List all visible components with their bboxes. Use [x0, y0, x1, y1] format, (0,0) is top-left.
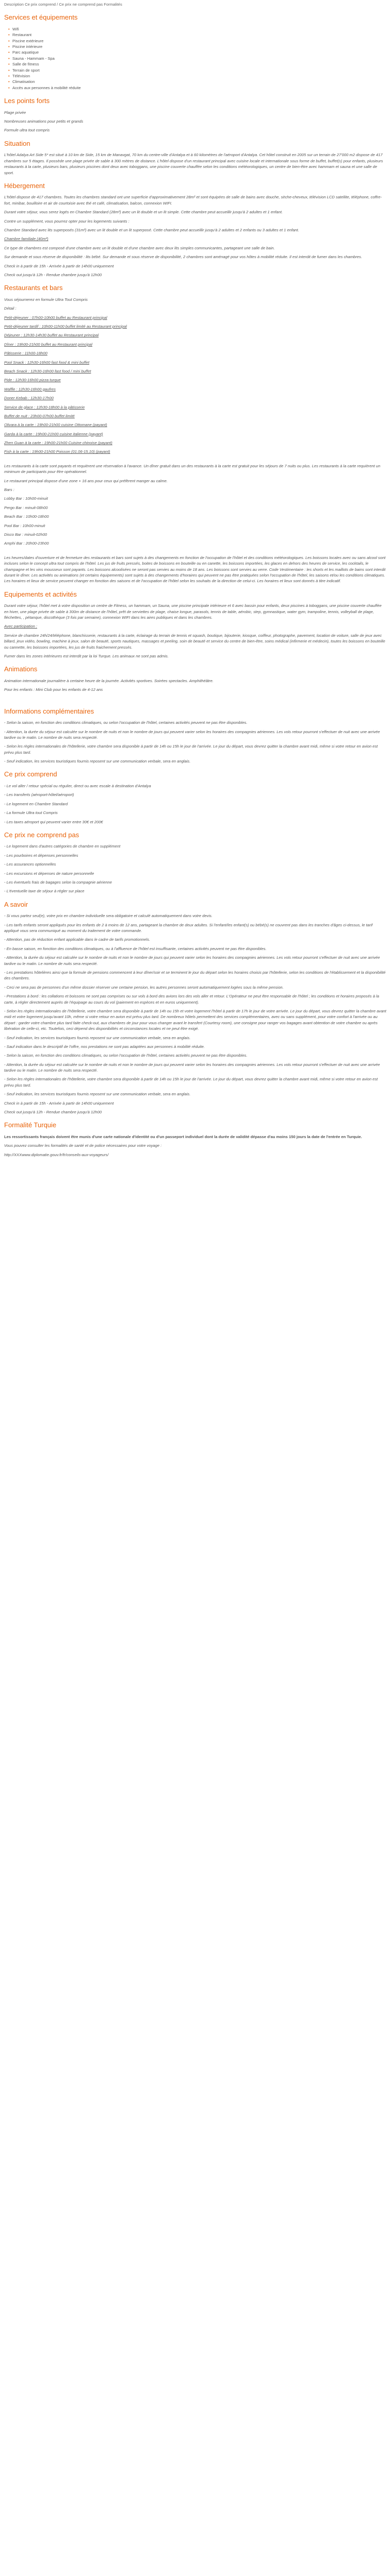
list-item: - Attention, la durée du séjour est calculée sur le nombre de nuits et non le nombre de jours qui peuvent varier selon les horaires des compagnies aériennes. Les vols retour pourront s'effectuer de nuit avec une arrivée tardive ou le matin. Le nombre de nuits sera respecté. [4, 955, 380, 966]
list-item: Fish à la carte : 19h00-21h00 Poisson (01.06-15.10) (payant) [4, 449, 110, 454]
tab-bar[interactable]: Description Ce prix comprend / Ce prix ne comprend pas Formalités [4, 2, 122, 7]
list-item: Dîner : 19h00-21h00 buffet au Restaurant principal [4, 342, 92, 347]
list-item: Beach Snack : 12h30-16h00 fast food / mini buffet [4, 368, 91, 374]
list-item: - Les prestations hôtelières ainsi que la formule de pensions commencent à leur dîner/soir et se terminent le jour du départ selon les horaires choisis par l'hôtellerie, selon les conditions de l'établissement et la disponibilité des chambres. [4, 970, 386, 981]
list-item: - En basse saison, en fonction des conditions climatiques, ou à l'affluence de l'hôtel est insuffisante, certaines activités peuvent ne pas être disponibles. [4, 946, 267, 951]
list-item: - Selon les règles internationales de l'hôtellerie, votre chambre sera disponible à partir de 14h ou 15h le jour de l'arrivée. Le jour du départ, vous devrez quitter la chambre avant midi, même si votre retour en avion est prévu plus tard. [4, 744, 378, 755]
paragraph: Service de chambre 24h/24/téléphone, blanchisserie, restaurants à la carte, éclairage du terrain de tennis et squash, boutique, bijouterie, kiosque, coiffeur, photographe, pavement, location de voiture, salle de jeux avec billard, jeux vidéo, bowling, machine à jeux, salon de beauté, sports nautiques, massages et peeling, soin de beauté et service du centre de bien-être, soins médical (infirmerie et médecin), toutes les boissons en bouteille ou cannette, les boissons importées, les jus de fruits fraichement pressés. [4, 633, 385, 650]
list-item: - Seuf indication, les services touristiques fournis reposent sur une communication verbale, sera en anglais. [4, 1092, 191, 1097]
list-item: Amphi Bar : 20h00-23h00 [4, 541, 49, 546]
list-item: • Piscine extérieure [8, 38, 387, 44]
paragraph: Plage privée [4, 110, 26, 115]
section-title-equipements: Equipements et activités [4, 590, 77, 598]
list-item: - Les assurances optionnelles [4, 862, 56, 867]
list-item: - Si vous partez seul(e), votre prix en chambre individuelle sera obligatoire et calculé automatiquement dans votre devis. [4, 913, 213, 919]
list-item: Petit-déjeuner tardif : 10h00-11h00 buffet limité au Restaurant principal [4, 324, 127, 329]
list-item: Petit-déjeuner : 07h00-10h00 buffet au Restaurant principal [4, 315, 107, 320]
list-item: Garda à la carte : 19h00-21h00 cuisine italienne (payant) [4, 431, 103, 436]
list-item: • Accès aux personnes à mobilité réduite [8, 85, 387, 91]
paragraph: Avec participation : [4, 624, 38, 629]
list-item: - Ceci ne sera pas de personnes d'un même dossier réserver une certaine pension, les autres personnes seront automatiquement logées sous la même pension. [4, 985, 284, 990]
list-item: Buffet de nuit : 23h00-07h00 buffet limité [4, 413, 75, 418]
section-title-formalite: Formalité Turquie [4, 1121, 57, 1129]
list-item: - Attention, pas de réduction enfant applicable dans le cadre de tarifs promotionnels. [4, 937, 150, 942]
page [0, 0, 391, 1158]
list-item: Pool Snack : 12h30-16h00 fast food & mini buffet [4, 360, 90, 365]
paragraph: Détail : [4, 306, 17, 311]
list-item: - Selon les règles internationales de l'hôtellerie, votre chambre sera disponible à partir de 14h ou 15h le jour de l'arrivée. Le jour du départ, vous devrez quitter la chambre avant midi, même si votre retour en avion est prévu plus tard. [4, 1077, 378, 1088]
list-item: - Les pourboires et dépenses personnelles [4, 853, 78, 858]
list-item: Check out jusqu'à 12h - Rendue chambre jusqu'à 12h00 [4, 1110, 102, 1115]
paragraph: Durant votre séjour, l'hôtel met à votre disposition un centre de Fitness, un hammam, un Sauna, une piscine principale intérieure et 6 avec bassin pour enfants, deux piscines à toboggans, une piscine couverte chauffée en hiver, une plage privée de sable à 300m de distance de l'hôtel, prêt de serviettes de plage, chaise longue, parasols, tennis de table, aérobic, step, gymnastique, water gym, trampoline, tennis, volleyball de plage, fléchettes, , pétanque, discothèque (3 fois par semaine), connexion WIFI dans les aires publiques et dans les chambres. [4, 603, 382, 620]
list-item: • Restaurant [8, 32, 387, 38]
list-item: - Seuf indication, les services touristiques fournis reposent sur une communication verbale, sera en anglais. [4, 759, 191, 764]
paragraph: Check out jusqu'à 12h - Rendue chambre jusqu'à 12h00 [4, 272, 102, 277]
list-item: - Attention, la durée du séjour est calculée sur le nombre de nuits et non le nombre de jours qui peuvent varier selon les horaires des compagnies aériennes. Les vols retour pourront s'effectuer de nuit avec une arrivée tardive ou le matin. Le nombre de nuits sera respecté. [4, 1062, 380, 1073]
section-title-infos: Informations complémentaires [4, 707, 94, 715]
list-item: - Selon la saison, en fonction des conditions climatiques, ou selon l'occupation de l'hôtel, certaines activités peuvent ne pas être disponibles. [4, 720, 248, 725]
section-title-situation: Situation [4, 139, 30, 147]
section-title-ne-comprend: Ce prix ne comprend pas [4, 831, 79, 839]
list-item: - L'éventuelle taxe de séjour à régler sur place [4, 889, 85, 894]
paragraph: Formule ultra tout compris [4, 128, 50, 133]
list-item: • Télévision [8, 73, 387, 79]
list-item: Pide : 12h30-16h00 pizza turque [4, 378, 61, 383]
paragraph: Les ressortissants français doivent être munis d'une carte nationale d'identité ou d'un passeport individuel dont la durée de validité dépasse d'au moins 150 jours la date de l'entrée en Turquie. [4, 1134, 362, 1139]
list-item: Waffle : 12h30-16h00 gaufres [4, 386, 56, 392]
list-item: - Sauf indication dans le descriptif de l'offre, nos prestations ne sont pas adaptées aux personnes à mobilité réduite. [4, 1044, 205, 1049]
list-item: - La formule Ultra tout Compris [4, 810, 58, 816]
list-item: Check in à partir de 15h - Arrivée à partir de 14h00 uniquement [4, 1100, 114, 1106]
list-item: • Terrain de sport [8, 67, 387, 73]
list-item: - Prestations à bord : les collations et boissons ne sont pas comprises ou sur vols à bord des avions lors des vols aller et retour. L'Opérateur ne peut être responsable de l'hôtel ; les conditions et horaires proposés à la carte, à régler directement auprès de l'équipage au cours du vol (paiement en espèces et en euros uniquement). [4, 994, 379, 1005]
list-item: • Salle de fitness [8, 61, 387, 67]
section-title-animations: Animations [4, 665, 38, 673]
list-item: Pâtisserie : 11h00-18h00 [4, 351, 47, 356]
paragraph: Durant votre séjour, vous serez logés en Chambre Standard (28m²) avec un lit double et un lit simple. Cette chambre peut accueillir jusqu'à 2 adultes et 1 enfant. [4, 210, 283, 215]
paragraph: Nombreuses animations pour petits et grands [4, 119, 84, 124]
list-item: Déjeuner : 12h30-14h30 buffet au Restaurant principal [4, 333, 99, 338]
paragraph: Sur demande et sous réserve de disponibilité : lits bébé. Sur demande et sous réserve de disponibilité, 2 chambres sont aménagé pour vos hôtes à mobilité réduite. Il est interdit de fumer dans les chambres. [4, 255, 362, 260]
list-item: - Attention, la durée du séjour est calculée sur le nombre de nuits et non le nombre de jours qui peuvent varier selon les horaires des compagnies aériennes. Les vols retour pourront s'effectuer de nuit avec une arrivée tardive ou le matin. Le nombre de nuits sera respecté. [4, 729, 380, 740]
list-item: • Parc aquatique [8, 49, 387, 55]
paragraph: Pour les enfants : Mini Club pour les enfants de 4-12 ans [4, 687, 103, 692]
list-item: Disco Bar : minuit-02h00 [4, 532, 47, 537]
section-title-a-savoir: A savoir [4, 900, 28, 908]
paragraph: Fumer dans les zones intérieures est interdit par la loi Turque. Les animaux ne sont pas admis. [4, 653, 169, 658]
section-title-points-forts: Les points forts [4, 97, 50, 105]
list-item: • Sauna - Hammam - Spa [8, 56, 387, 61]
list-item: - Les transferts (aéroport-hôtel/aéroport) [4, 792, 74, 798]
paragraph: L'hôtel Adalya Art Side 5* est situé à 10 km de Side, 15 km de Manavgat, 70 km du centre-ville d'Antalya et à 60 kilomètres de l'aéroport d'Antalya. Cet hôtel construit en 2005 sur un terrain de 27'000 m2 dispose de 417 chambres sur 5 étages. Il possède une plage privée de sable à 300 mètres de distance. L'hôtel dispose d'un restaurant principal avec cuisine locale et internationale sous forme de buffet, buffet(s) pour enfants, plusieurs restaurants à la carte, plusieurs bars, plusieurs piscines dont deux avec toboggans, une piscine couverte chauffée selon les conditions météorologiques, un centre de bien-être avec hammam et sauna et une salle de sport. [4, 152, 383, 175]
paragraph: Chambre familiale (40m²) [4, 236, 48, 242]
paragraph: Ce type de chambres est composé d'une chambre avec un lit double et d'une chambre avec deux lits simples communicantes, partageant une salle de bain. [4, 245, 275, 250]
list-item: Olivara à la carte : 19h00-21h00 cuisine Ottomane (payant) [4, 422, 107, 428]
list-item: Lobby Bar : 10h00-minuit [4, 496, 48, 501]
list-item: Zhen Guan à la carte : 19h00-21h00 Cuisine chinoise (payant) [4, 440, 112, 446]
section-title-hebergement: Hébergement [4, 181, 45, 190]
paragraph: Bars : [4, 487, 14, 493]
section-title-services: Services et équipements [4, 13, 78, 22]
list-item: - Les taxes aéroport qui peuvent varier entre 30€ et 200€ [4, 819, 103, 824]
list-item: • Climatisation [8, 79, 387, 84]
list-item: - Le vol aller / retour spécial ou régulier, direct ou avec escale à destination d'Antalya [4, 783, 151, 788]
paragraph: Vous séjournerez en formule Ultra Tout Compris [4, 297, 88, 302]
list-item: - Les éventuels frais de bagages selon la compagnie aérienne [4, 879, 112, 885]
paragraph: Le restaurant principal dispose d'une zone + 16 ans pour ceux qui préfèrent manger au calme. [4, 478, 168, 483]
list-item: Doner Kebab : 12h30-17h00 [4, 396, 54, 401]
list-item: Beach Bar : 10h00-18h00 [4, 514, 49, 519]
paragraph: Les heures/dates d'ouverture et de fermeture des restaurants et bars sont sujets à des changements en fonction de l'occupation de l'hôtel et des conditions météorologiques. Les boissons locales avec ou sans alcool sont incluses selon le concept ultra tout compris de l'hôtel. Les jus de fruits pressés, boites de boissons en bouteille ou en canette, les boissons importées, les glaces en dehors des heures de service, les cocktails, le champagne et les vins mousseux sont payants. Les boissons alcoolisées ne seront pas servies au moins de 18 ans. Les boissons sont servies au verre. Code Vestimentaire : les shorts et les maillots de bains sont interdit durant le dîner. Les activités ou animations (et certains équipements) sont sujets à des changements d'horaires qui peuvent ne pas être pratiquées selon l'occupation de l'hôtel, les saisons et/ou les conditions climatiques. Les horaires et lieux de service peuvent changer en fonction des saisons et de l'occupation de l'hôtel selon les souhaits de la direction de celui-ci. Les horaires et lieux sont donnés à titre indicatif. [4, 555, 386, 584]
paragraph: Animation internationale journalière à certaine heure de la journée. Activités sportives. Soirées spectacles. Amphithéâtre. [4, 678, 214, 683]
section-title-restaurants: Restaurants et bars [4, 284, 63, 292]
list-item: - Selon la saison, en fonction des conditions climatiques, ou selon l'occupation de l'hôtel, certaines activités peuvent ne pas être disponibles. [4, 1053, 248, 1058]
list-item: Pool Bar : 10h00-minuit [4, 523, 45, 528]
list-item: - Les excursions et dépenses de nature personnelle [4, 871, 94, 876]
link[interactable]: http://XXXwww.diplomatie.gouv.fr/fr/conseils-aux-voyageurs/ [4, 1152, 109, 1157]
list-item: - Les tarifs enfants seront appliqués pour les enfants de 2 à moins de 12 ans, partageant la chambre de deux adultes. Si l'enfant/les enfant(s) ou bébé(s) ne couvrent pas dans les tranches d'âges ci-dessus, le tarif appliqué vous sera communiqué au moment du traitement de votre commande. [4, 922, 373, 934]
paragraph: Les restaurants à la carte sont payants et requièrent une réservation à l'avance. Un dîner gratuit dans un des restaurants à la carte est gratuit pour les séjours de 7 nuits ou plus. Les restaurants à la carte requièrent un minimum de participants pour être opérationnel. [4, 463, 381, 474]
paragraph: Check in à partir de 15h - Arrivée à partir de 14h00 uniquement [4, 263, 114, 268]
list-item: • Piscine intérieure [8, 44, 387, 49]
paragraph: Chambre Standard avec lits superposés (31m²) avec un lit double et un lit superposé. Cette chambre peut accueillir jusqu'à 2 adultes et 2 enfants ou 3 adultes et 1 enfant. [4, 227, 299, 232]
paragraph: L'hôtel dispose de 417 chambres. Toutes les chambres standard ont une superficie d'approximativement 28m² et sont équipées de salle de bains avec douche, sèche-cheveux, télévision LCD satellite, téléphone, coffre-fort, minibar, bouilloire et air de courtoisie avec thé et café, climatisation, balcon, connexion WIFI. [4, 195, 382, 206]
list-item: - Le logement en Chambre Standard [4, 801, 68, 806]
list-item: Service de glace : 12h30-18h00 à la pâtisserie [4, 404, 85, 410]
paragraph: Contre un supplément, vous pourrez opter pour les logements suivants : [4, 218, 129, 224]
list-item: • Wifi [8, 26, 387, 32]
section-title-comprend: Ce prix comprend [4, 770, 57, 778]
paragraph: Vous pouvez consulter les formalités de santé et de police nécessaires pour votre voyage : [4, 1143, 162, 1148]
list-item: Pergo Bar : minuit-08h00 [4, 505, 48, 510]
services-list [4, 26, 387, 91]
list-item: - Le logement dans d'autres catégories de chambre en supplément [4, 844, 121, 849]
list-item: - Selon les règles internationales de l'hôtellerie, votre chambre sera disponible à partir de 14h ou 15h et votre logement l'hôtel à partir de 17h le jour de votre arrivée. Le jour du départ, vous devrez quitter la chambre avant midi et votre logement jusqu'avant 10h, même si votre retour en avion est prévu plus tard. De nombreux hôtels permettent des services complémentaires, avec ou sans supplément, pour votre confort à l'arrivée ou au départ : garder votre chambre plus tard faite check-out, aux chambres de jour pour vous changer avant le transfert (Courtesy room), une consigne pour ranger vos bagages avant obtention de votre chambre ou après libération de celle-ci, etc. Toutefois, ceci dépend des disponibilités et circonstances locales et ne peut être exigé. [4, 1008, 386, 1031]
list-item: - Seuf indication, les services touristiques fournis reposent sur une communication verbale, sera en anglais. [4, 1035, 191, 1040]
